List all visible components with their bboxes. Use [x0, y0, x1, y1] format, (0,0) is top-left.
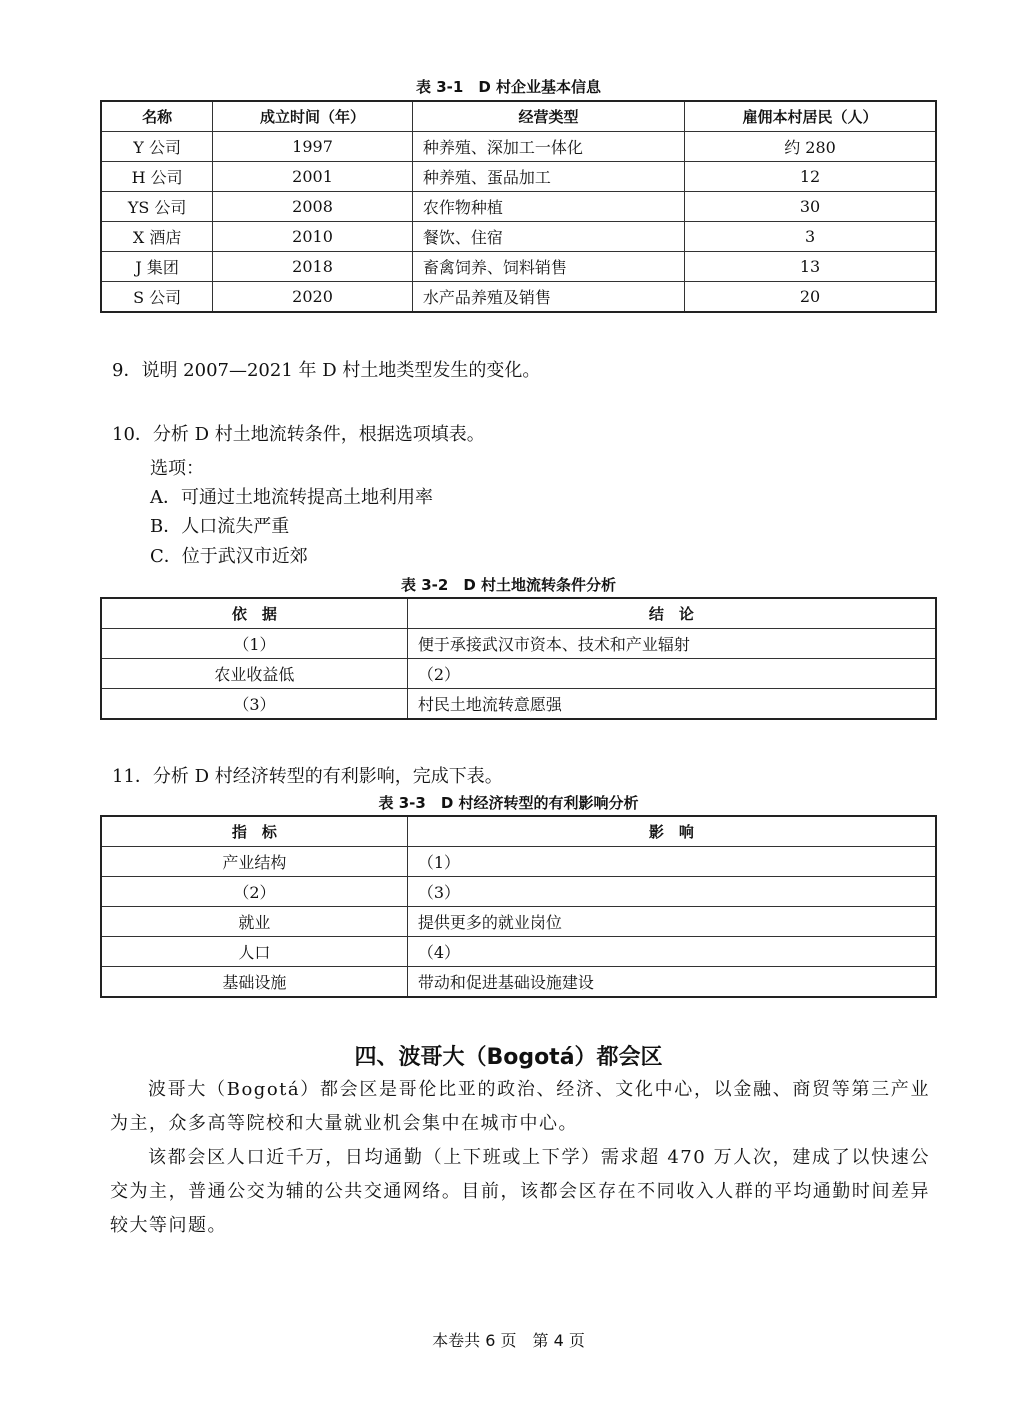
table1-header: 雇佣本村居民（人） — [685, 101, 936, 132]
table-cell: 种养殖、蛋品加工 — [412, 162, 684, 192]
option-a: A．可通过土地流转提高土地利用率 — [150, 487, 433, 508]
table-cell: 约 280 — [685, 132, 936, 162]
table1-header: 名称 — [101, 101, 213, 132]
question-9: 9．说明 2007—2021 年 D 村土地类型发生的变化。 — [112, 360, 541, 381]
table-row — [101, 689, 936, 720]
table-row — [101, 222, 936, 252]
table-cell: 30 — [685, 192, 936, 222]
table2-caption: 表 3-2 D 村土地流转条件分析 — [401, 576, 616, 594]
table1-header: 经营类型 — [412, 101, 684, 132]
table-cell: 就业 — [101, 907, 407, 937]
table-row — [101, 907, 936, 937]
table-cell: （2） — [407, 659, 936, 689]
table-cell: 2001 — [213, 162, 413, 192]
table-cell: 畜禽饲养、饲料销售 — [412, 252, 684, 282]
table-row — [101, 282, 936, 313]
table3-header-row — [101, 816, 936, 847]
table-cell: （1） — [407, 847, 936, 877]
table-cell: 便于承接武汉市资本、技术和产业辐射 — [407, 629, 936, 659]
section-paragraph-2: 该都会区人口近千万，日均通勤（上下班或上下学）需求超 470 万人次，建成了以快速公交为主，普通公交为辅的公共交通网络。目前，该都会区存在不同收入人群的平均通勤时间差异较大等问题。 — [110, 1147, 930, 1236]
table-row — [101, 252, 936, 282]
table-cell: 产业结构 — [101, 847, 407, 877]
section-paragraph-1: 波哥大（Bogotá）都会区是哥伦比亚的政治、经济、文化中心，以金融、商贸等第三产业为主，众多高等院校和大量就业机会集中在城市中心。 — [110, 1079, 930, 1134]
table-row — [101, 192, 936, 222]
table-row — [101, 937, 936, 967]
table1-header-row — [101, 101, 936, 132]
option-c: C．位于武汉市近郊 — [150, 546, 308, 567]
table-cell: 带动和促进基础设施建设 — [407, 967, 936, 998]
table-cell: 2020 — [213, 282, 413, 313]
table-cell: 提供更多的就业岗位 — [407, 907, 936, 937]
table-cell: Y 公司 — [101, 132, 213, 162]
table-cell: X 酒店 — [101, 222, 213, 252]
table3 — [100, 815, 937, 998]
table-cell: （1） — [101, 629, 407, 659]
table-row — [101, 132, 936, 162]
table-cell: 1997 — [213, 132, 413, 162]
table1 — [100, 100, 937, 313]
table-cell: 农作物种植 — [412, 192, 684, 222]
option-b: B．人口流失严重 — [150, 516, 290, 537]
table-row — [101, 162, 936, 192]
table-cell: 3 — [685, 222, 936, 252]
table2-header: 依 据 — [101, 598, 407, 629]
table-cell: 12 — [685, 162, 936, 192]
table-cell: YS 公司 — [101, 192, 213, 222]
table-row — [101, 659, 936, 689]
table3-caption: 表 3-3 D 村经济转型的有利影响分析 — [378, 794, 639, 812]
table-cell: 人口 — [101, 937, 407, 967]
table2 — [100, 597, 937, 720]
table2-header: 结 论 — [407, 598, 936, 629]
table-cell: S 公司 — [101, 282, 213, 313]
table-cell: 水产品养殖及销售 — [412, 282, 684, 313]
table1-caption: 表 3-1 D 村企业基本信息 — [416, 78, 601, 96]
table-cell: 2008 — [213, 192, 413, 222]
table-cell: H 公司 — [101, 162, 213, 192]
table-cell: （3） — [101, 689, 407, 720]
table-cell: 餐饮、住宿 — [412, 222, 684, 252]
question-11: 11．分析 D 村经济转型的有利影响，完成下表。 — [112, 766, 503, 787]
table-row — [101, 629, 936, 659]
question-10: 10．分析 D 村土地流转条件，根据选项填表。 — [112, 424, 485, 445]
section-title: 四、波哥大（Bogotá）都会区 — [354, 1045, 663, 1070]
page-footer: 本卷共 6 页 第 4 页 — [432, 1331, 585, 1350]
table-cell: （4） — [407, 937, 936, 967]
table-cell: J 集团 — [101, 252, 213, 282]
table-cell: 农业收益低 — [101, 659, 407, 689]
table3-header: 影 响 — [407, 816, 936, 847]
table-cell: 13 — [685, 252, 936, 282]
table-row — [101, 967, 936, 998]
table-cell: （3） — [407, 877, 936, 907]
table3-header: 指 标 — [101, 816, 407, 847]
table-cell: 种养殖、深加工一体化 — [412, 132, 684, 162]
options-label: 选项： — [150, 458, 204, 479]
table-cell: 2010 — [213, 222, 413, 252]
table-cell: 20 — [685, 282, 936, 313]
table2-header-row — [101, 598, 936, 629]
table-cell: 村民土地流转意愿强 — [407, 689, 936, 720]
table-cell: 2018 — [213, 252, 413, 282]
table1-header: 成立时间（年） — [213, 101, 413, 132]
table-cell: 基础设施 — [101, 967, 407, 998]
table-cell: （2） — [101, 877, 407, 907]
table-row — [101, 847, 936, 877]
table-row — [101, 877, 936, 907]
